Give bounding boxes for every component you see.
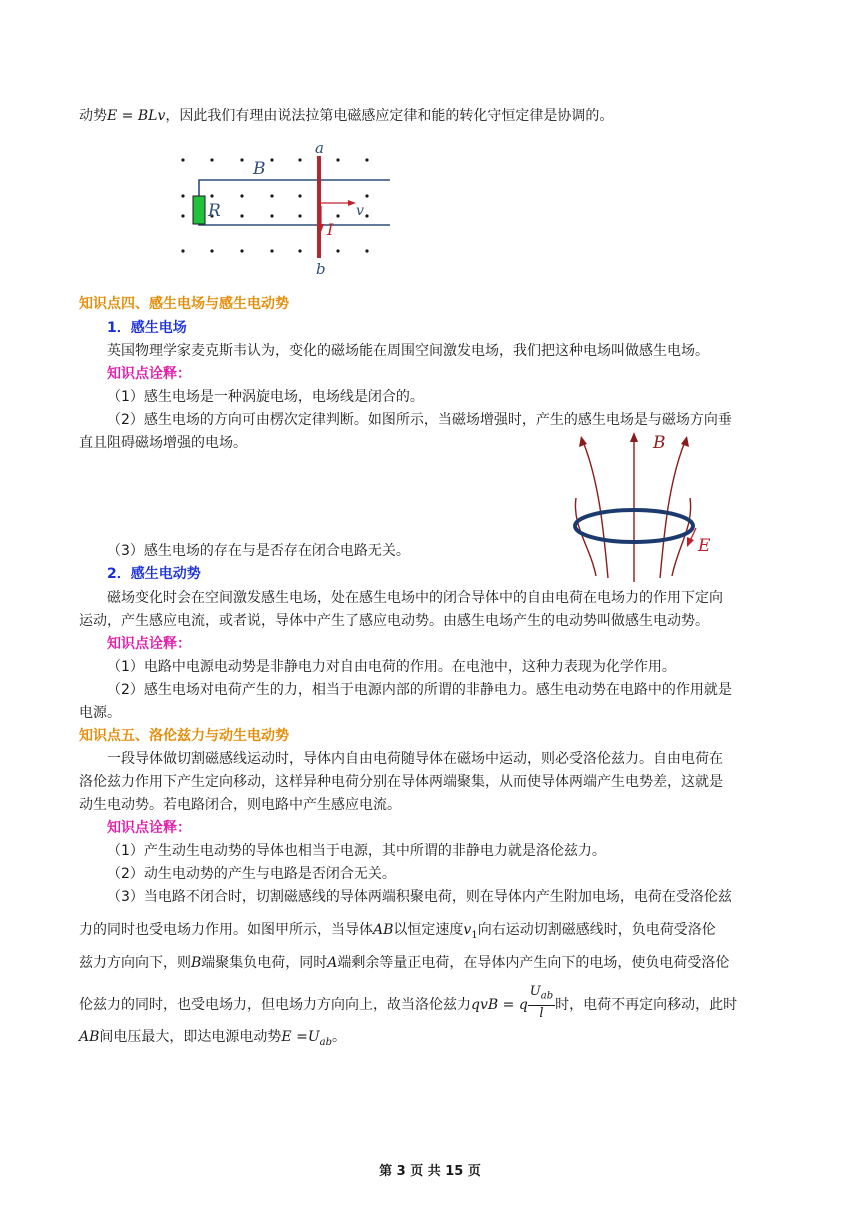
text-span: 向右运动切割磁感线时，负电荷受洛伦 [477, 922, 716, 938]
section5-item2: （2）动生电动势的产生与电路是否闭合无关。 [107, 866, 396, 882]
text-span: 端剩余等量正电荷，在导体内产生向下的电场，使负电荷受洛伦 [337, 955, 730, 971]
math-v: v [463, 922, 472, 938]
text-span: 兹力方向向下，则 [79, 955, 191, 971]
fig2-label-E: E [698, 536, 711, 556]
section4-explain1: 知识点诠释： [107, 366, 191, 382]
section4-sub1-title: 1．感生电场 [107, 320, 187, 336]
section4-sub1-text: 英国物理学家麦克斯韦认为，变化的磁场能在周围空间激发电场，我们把这种电场叫做感生电场。 [107, 343, 709, 359]
E-arrowhead [687, 537, 694, 547]
math-U-sub-2: ab [319, 1036, 333, 1048]
page-footer: 第 3 页 共 15 页 [379, 1164, 481, 1179]
section4-sub2-line2: 运动，产生感应电流，或者说，导体中产生了感应电动势。由感生电场产生的电动势叫做感生电动势。 [79, 613, 709, 629]
section4-explain2: 知识点诠释： [107, 636, 191, 652]
section5-p-line3: 动生电动势。若电路闭合，则电路中产生感应电流。 [79, 797, 401, 813]
section5-item3-line5 [79, 1027, 346, 1053]
intro-prefix: 动势 [79, 108, 107, 124]
label-v: v [356, 203, 364, 219]
math-q: q [518, 996, 528, 1013]
math-E: E [281, 1029, 292, 1045]
text-span: 伦兹力的同时，也受电场力，但电场力方向向上，故当洛伦兹力 [79, 996, 471, 1013]
text-span: 力的同时也受电场力作用。如图甲所示，当导体 [79, 922, 373, 938]
text-span: 时，电荷不再定向移动，此时 [555, 996, 738, 1013]
section5-explain: 知识点诠释： [107, 820, 191, 836]
section4-item1: （1）感生电场是一种涡旋电场，电场线是闭合的。 [107, 389, 424, 405]
text-span: 。 [332, 1029, 347, 1045]
rail-rod-figure [170, 138, 410, 280]
math-A: A [327, 955, 338, 971]
section5-item1: （1）产生动生电动势的导体也相当于电源，其中所谓的非静电力就是洛伦兹力。 [107, 843, 606, 859]
section4-item4: （1）电路中电源电动势是非静电力对自由电荷的作用。在电池中，这种力表现为化学作用。 [107, 659, 676, 675]
section4-item5-line2: 电源。 [79, 705, 121, 721]
section4-item2-line2: 直且阻碍磁场增强的电场。 [79, 435, 247, 451]
section4-item2-line1: （2）感生电场的方向可由楞次定律判断。如图所示，当磁场增强时，产生的感生电场是与磁场方向垂 [107, 412, 732, 428]
math-U-2: U [307, 1029, 320, 1045]
fraction-U-over-l [528, 984, 555, 1022]
velocity-arrowhead [348, 200, 356, 206]
math-AB: AB [373, 922, 394, 938]
math-eq-2: = [291, 1029, 308, 1045]
math-B: B [191, 955, 202, 971]
math-U: U [529, 984, 541, 999]
section4-title: 知识点四、感生电场与感生电动势 [79, 296, 289, 312]
induced-field-ring-figure [560, 426, 750, 582]
section4-sub2-line1: 磁场变化时会在空间激发感生电场，处在感生电场中的闭合导体中的自由电荷在电场力的作用下定向 [107, 590, 723, 606]
section5-item3-line1: （3）当电路不闭合时，切割磁感线的导体两端积聚电荷，则在导体内产生附加电场，电荷在受洛伦兹 [107, 889, 732, 905]
text-span: 间电压最大，即达电源电动势 [99, 1029, 282, 1045]
math-U-sub: ab [540, 990, 554, 1002]
section4-sub2-title: 2．感生电动势 [107, 566, 201, 582]
intro-suffix: ，因此我们有理由说法拉第电磁感应定律和能的转化守恒定律是协调的。 [165, 108, 614, 124]
label-b: b [316, 260, 326, 278]
resistor [193, 196, 205, 224]
section5-item3-line3 [79, 953, 729, 973]
section5-p-line2: 洛伦兹力作用下产生定向移动，这样异种电荷分别在导体两端聚集，从而使导体两端产生电势差，这就是 [79, 774, 723, 790]
section4-item5-line1: （2）感生电场对电荷产生的力，相当于电源内部的所谓的非静电力。感生电动势在电路中的作用就是 [107, 682, 732, 698]
text-span: 端聚集负电荷，同时 [201, 955, 328, 971]
formula-E: E [107, 108, 118, 124]
section5-item3-line4 [79, 986, 737, 1024]
section5-item3-line2 [79, 920, 716, 946]
formula-BLv: BLv [137, 108, 166, 124]
section5-p-line1: 一段导体做切割磁感线运动时，导体内自由电荷随导体在磁场中运动，则必受洛伦兹力。自由电荷在 [107, 751, 723, 767]
section5-title: 知识点五、洛伦兹力与动生电动势 [79, 728, 289, 744]
label-I: I [327, 220, 334, 239]
math-eq: = [498, 996, 519, 1013]
fig2-label-B: B [653, 433, 666, 453]
math-qvB: qvB [471, 996, 499, 1013]
math-AB-2: AB [79, 1029, 100, 1045]
label-R: R [208, 201, 221, 221]
section4-item3: （3）感生电场的存在与是否存在闭合电路无关。 [107, 543, 410, 559]
math-l: l [539, 1005, 544, 1021]
intro-line [79, 106, 613, 126]
math-v-sub: 1 [471, 929, 478, 941]
text-span: 以恒定速度 [393, 922, 464, 938]
label-B: B [253, 159, 266, 179]
formula-eq: = [117, 108, 138, 124]
label-a: a [315, 139, 324, 157]
